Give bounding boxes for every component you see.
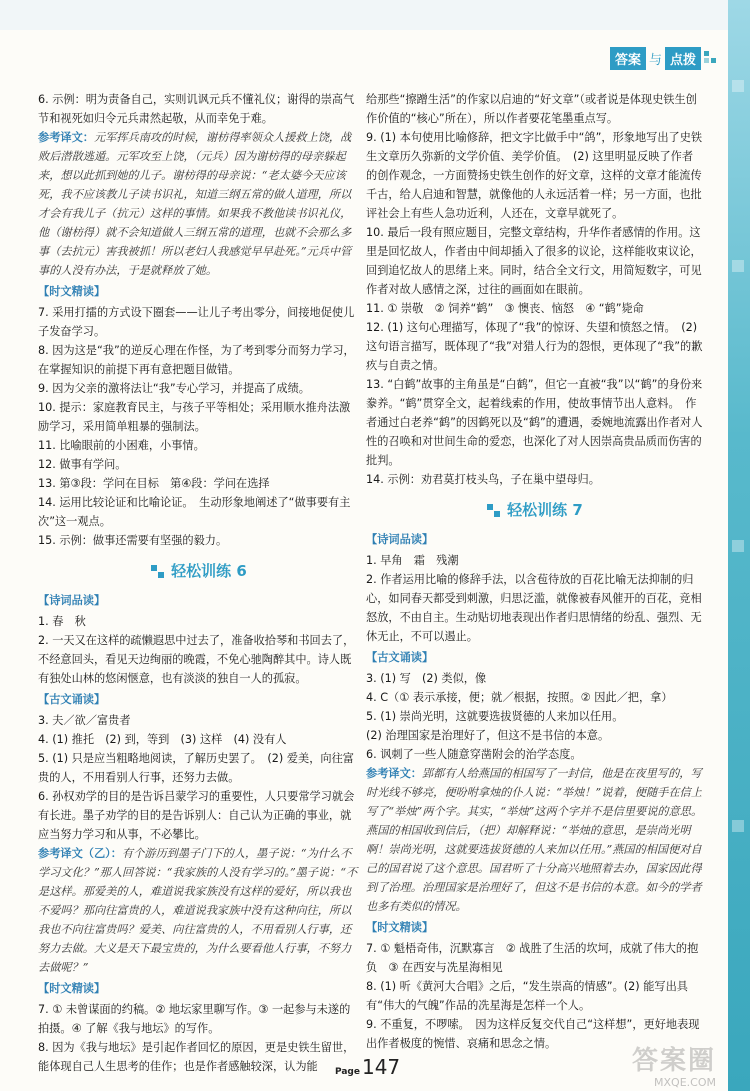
tag-essay-reading: 【时文精读】: [38, 285, 106, 298]
answer-item: 7. 采用打擂的方式设下圈套——让儿子考出零分，间接地促使儿子发奋学习。: [38, 306, 355, 338]
answer-q6: 6. 示例：明为责备自己，实则讥讽元兵不懂礼仪；谢得的崇高气节和视死如归令元兵肃然起敬，从而幸免于难。: [38, 93, 355, 125]
section-marker-icon: [151, 565, 165, 579]
answer-item: 9. 因为父亲的激将法让“我”专心学习，并提高了成绩。: [38, 382, 310, 395]
answer-item: 14. 运用比较论证和比喻论证。 生动形象地阐述了“做事要有主次”这一观点。: [38, 496, 351, 528]
answer-item: 13. “白鹤”故事的主角虽是“白鹤”，但它一直被“我”以“鹤”的身份来豢养。“鹤”贯穿全文，起着线索的作用，使故事情节出人意料。 作者通过白老养“鹤”的因鹤死以及“鹤”的遭遇，委婉地流露出作者对人性的召唤和对世间生命的爱恋，也深化了对人因崇高贵品质而伤害的批判。: [366, 378, 703, 467]
answer-item: 3. (1) 写 (2) 类似，像: [366, 672, 487, 685]
answer-item: 12. (1) 这句心理描写，体现了“我”的惊讶、失望和愤怒之情。 (2) 这句语言描写，既体现了“我”对猎人行为的怨恨，更体现了“我”的歉疚与自责之情。: [366, 321, 703, 372]
section-title-text: 轻松训练 7: [507, 501, 583, 519]
ref3-text: 郢都有人给燕国的相国写了一封信，他是在夜里写的，写时光线不够亮，便吩咐拿烛的仆人说：“举烛！”说着，便随手在信上写了“举烛”两个字。其实，“举烛”这两个字并不是信里要说的意思。燕国的相国收到信后，（把）却解释说：“举烛的意思，是崇尚光明啊！崇尚光明，这就要选拔贤德的人来加以任用。”燕国的相国便对自己的国君说了这个意思。国君听了十分高兴地照着去办，国家因此得到了治理。治理国家是治理好了，但这不是书信的本意。如今的学者也多有类似的情况。: [366, 767, 703, 913]
answer-item: 2. 作者运用比喻的修辞手法，以含苞待放的百花比喻无法抑制的归心，如同春天都受到刺激，归思泛滥，就像被春风催开的百花，竞相怒放，不由自主。生动贴切地表现出作者归思情绪的纷乱、强烈、无休无止，不可以遏止。: [366, 573, 702, 643]
answer-item: 6. 孙权劝学的目的是告诉吕蒙学习的重要性，人只要常学习就会有长进。墨子劝学的目的是告诉别人：自己认为正确的事业，就应当努力学习和从事，不必攀比。: [38, 790, 355, 841]
section-title-6: [38, 562, 360, 581]
right-color-band: [728, 0, 750, 1091]
essay-answers: [38, 303, 360, 550]
watermark-url: MXQE.COM: [654, 1076, 716, 1089]
answer-item: 8. 因为《我与地坛》是引起作者回忆的原因，更是史铁生留世，能体现自己人生思考的佳作；也是作者感触较深，认为能: [38, 1041, 355, 1073]
tag-poetry: 【诗词品读】: [366, 533, 434, 546]
answer-item: 4. (1) 推托 (2) 到，等到 (3) 这样 (4) 没有人: [38, 733, 287, 746]
section-title-7: [366, 501, 704, 520]
answer-item: 10. 提示：家庭教育民主，与孩子平等相处；采用顺水推舟法激励学习，采用简单粗暴的强制法。: [38, 401, 351, 433]
tag-essay-reading-2: 【时文精读】: [38, 982, 106, 995]
answer-item: 14. 示例：劝君莫打枝头鸟，子在巢中望母归。: [366, 473, 600, 486]
badge-tips: 点拨: [665, 47, 701, 70]
answer-item: 8. 因为这是“我”的逆反心理在作怪，为了考到零分而努力学习，在掌握知识的前提下再有意把题目做错。: [38, 344, 355, 376]
answer-item: 13. 第③段：学问在目标 第④段：学问在选择: [38, 477, 270, 490]
answer-item: 12. 做事有学问。: [38, 458, 127, 471]
answer-item: 3. 夫／欲／富贵者: [38, 714, 131, 727]
answer-item: 6. 讽刺了一些人随意穿凿附会的治学态度。: [366, 748, 582, 761]
tag-classical: 【古文诵读】: [366, 651, 434, 664]
page-number: [335, 1055, 400, 1079]
answer-badge: [610, 46, 718, 70]
answer-item: 1. 早角 霜 残潮: [366, 554, 459, 567]
ref2-text: 有个游历到墨子门下的人，墨子说：“为什么不学习文化？”那人回答说：“我家族的人没有学习的。”墨子说：“不是这样。那爱美的人，难道说我家族没有这样的爱好，所以我也不爱吗？那向往富贵的人，难道说我家族中没有这种向往，所以我也不向往富贵吗？爱美、向往富贵的人，不用看别人行事，还努力去做。大义是天下最宝贵的，为什么要看他人行事，不努力去做呢？”: [38, 847, 358, 974]
ref-text: 元军挥兵南攻的时候，谢枋得率领众人援救上饶，战败后潜散逃遁。元军攻至上饶，（元兵）因为谢枋得的母亲躲起来，想以此抓到她的儿子。谢枋得的母亲说：“老太婆今天应该死，我不应该教儿子读书识礼，知道三纲五常的做人道理，所以才会有我儿子（抗元）这样的事情。如果我不教他读书识礼仪，他（谢枋得）就不会知道做人三纲五常的道理，也就不会那么多事（去抗元）害我被抓！所以老妇人我感觉早早赴死。”元兵中管事的人没有办法，于是就释放了她。: [38, 131, 352, 277]
badge-and: 与: [649, 52, 663, 68]
tag-classical: 【古文诵读】: [38, 693, 106, 706]
answer-item: 15. 示例：做事还需要有坚强的毅力。: [38, 534, 228, 547]
watermark-logo: 答案圈: [631, 1046, 716, 1076]
ref-label: 参考译文：: [38, 131, 94, 144]
page-label: Page: [335, 1067, 360, 1077]
answer-item: 给那些“擦蹭生活”的作家以启迪的“好文章”（或者说是体现史铁生创作价值的“核心”所在），所以作者要花笔墨重点写。: [366, 93, 697, 125]
answer-item: 5. (1) 崇尚光明，这就要选拔贤德的人来加以任用。: [366, 710, 624, 723]
ref2-label: 参考译文（乙）：: [38, 847, 122, 860]
answer-item: 8. (1) 听《黄河大合唱》之后，“发生崇高的情感”。(2) 能写出具有“伟大的气魄”作品的冼星海是怎样一个人。: [366, 980, 688, 1012]
section-title-text: 轻松训练 6: [171, 562, 247, 580]
answer-item: 11. ① 崇敬 ② 饲养“鹤” ③ 懊丧、恼怒 ④ “鹤”毙命: [366, 302, 644, 315]
answer-item: 2. 一天又在这样的疏懒遐思中过去了，准备收拾琴和书回去了，不经意回头，看见天边绚丽的晚霞，不免心驰陶醉其中。诗人既有独处山林的悠闲惬意，也有淡淡的独自一人的孤寂。: [38, 634, 355, 685]
answer-item: 7. ① 魁梧奇伟，沉默寡言 ② 战胜了生活的坎坷，成就了伟大的抱负 ③ 在西安与冼星海相见: [366, 942, 699, 974]
section-marker-icon: [487, 504, 501, 518]
answer-item: 9. 不重复，不啰嗦。 因为这样反复交代自己“这样想”，更好地表现出作者极度的惋惜、哀痛和思念之情。: [366, 1018, 700, 1050]
reference-translation: [38, 128, 360, 280]
reference-translation-c: [366, 764, 704, 916]
tag-poetry: 【诗词品读】: [38, 594, 106, 607]
badge-dots-icon: [704, 51, 718, 65]
tag-essay-reading-3: 【时文精读】: [366, 921, 434, 934]
answer-item: 9. (1) 本句使用比喻修辞，把文字比做手中“鸽”，形象地写出了史铁生文章历久弥新的文学价值、美学价值。 (2) 这里明显反映了作者的创作观念，一方面赞扬史铁生创作的好文章，这样的文章才能流传千古，给人启迪和智慧，就像他的人永远活着一样；另一方面，也批评社会上有些人急功近利，人还在，文章早就死了。: [366, 131, 703, 220]
answer-item: 10. 最后一段有照应题目，完整文章结构，升华作者感情的作用。这里是回忆故人，作者由中间却插入了很多的议论，这样能收束议论，回到追忆故人的思绪上来。同时，结合全文行文，用简短数字，可见作者对故人感情之深，过往的画面如在眼前。: [366, 226, 702, 296]
answer-item: (2) 治理国家是治理好了，但这不是书信的本意。: [366, 729, 610, 742]
reference-translation-b: [38, 844, 360, 977]
right-column: [366, 90, 704, 1053]
page-number-value: 147: [361, 1055, 401, 1079]
answer-item: 5. (1) 只是应当粗略地阅读，了解历史罢了。 (2) 爱美，向往富贵的人，不用看别人行事，还努力去做。: [38, 752, 354, 784]
left-column: [38, 90, 360, 1076]
answer-item: 11. 比喻眼前的小困难，小事情。: [38, 439, 205, 452]
answer-item: 7. ① 未曾谋面的约稿。② 地坛家里聊写作。③ 一起参与未遂的拍摄。④ 了解《我与地坛》的写作。: [38, 1003, 351, 1035]
badge-answer: 答案: [610, 47, 646, 70]
answer-item: 4. C（① 表示承接，便；就／根据，按照。② 因此／把，拿）: [366, 691, 673, 704]
top-margin: [0, 0, 750, 30]
ref3-label: 参考译文：: [366, 767, 422, 780]
answer-item: 1. 春 秋: [38, 615, 86, 628]
